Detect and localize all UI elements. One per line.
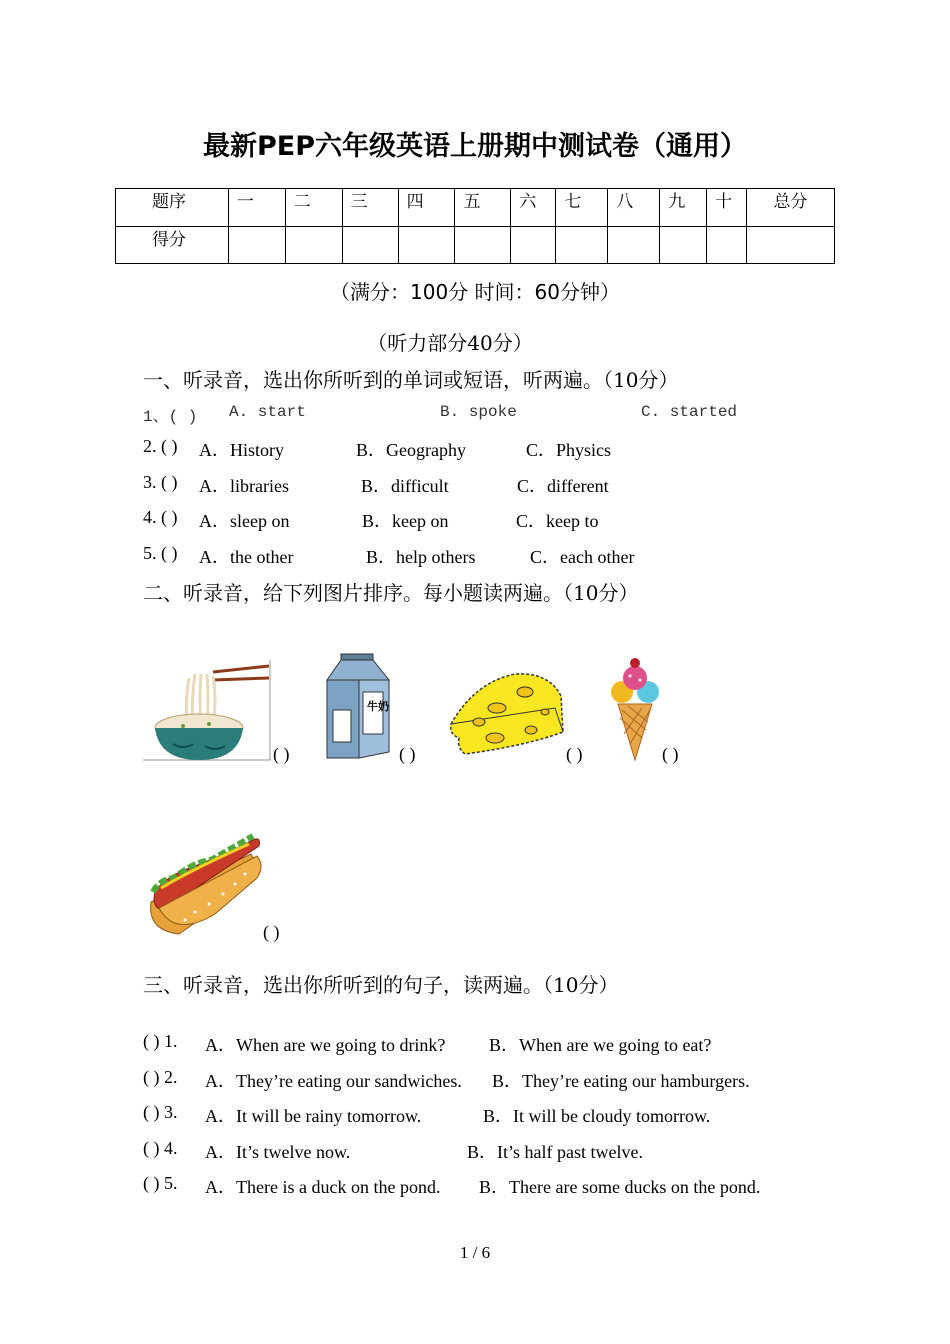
page-number: 1 / 6 [459, 1243, 491, 1262]
option-a[interactable]: A．History [199, 440, 284, 460]
exam-info: （满分：100分 时间：60分钟） [330, 280, 620, 304]
score-input-cell[interactable] [608, 226, 660, 264]
option-b[interactable]: B．Geography [356, 440, 466, 460]
question-number: ( ) 1. [143, 1031, 178, 1051]
page-title: 最新PEP六年级英语上册期中测试卷（通用） [202, 131, 748, 162]
table-cell: 六 [511, 189, 556, 227]
table-cell: 五 [455, 189, 511, 227]
option-a[interactable]: A．They’re eating our sandwiches. [205, 1071, 462, 1091]
table-cell: 三 [342, 189, 398, 227]
answer-blank[interactable]: ( ) [566, 744, 583, 764]
option-b[interactable]: B．It’s half past twelve. [467, 1142, 643, 1162]
ice-cream-icon [608, 654, 662, 762]
option-a[interactable]: A．sleep on [199, 511, 290, 531]
option-b[interactable]: B．It will be cloudy tomorrow. [483, 1106, 711, 1126]
score-input-cell[interactable] [285, 226, 342, 264]
question-number: 3. ( ) [143, 472, 178, 492]
score-input-cell[interactable] [747, 226, 835, 264]
option-c[interactable]: C．Physics [526, 440, 612, 460]
score-input-cell[interactable] [556, 226, 608, 264]
option-a[interactable]: A．libraries [199, 476, 289, 496]
option-b[interactable]: B．difficult [361, 476, 449, 496]
table-cell: 题序 [116, 189, 229, 227]
section1-heading: 一、听录音，选出你所听到的单词或短语，听两遍。（10分） [143, 368, 679, 392]
option-b[interactable]: B．keep on [362, 511, 449, 531]
question-number: 5. ( ) [143, 543, 178, 563]
score-input-cell[interactable] [707, 226, 747, 264]
table-cell: 十 [707, 189, 747, 227]
cheese-icon [445, 668, 567, 760]
option-c[interactable]: C．keep to [516, 511, 599, 531]
milk-carton-icon [323, 650, 393, 760]
table-cell: 得分 [116, 226, 229, 264]
option-b[interactable]: B．help others [366, 547, 476, 567]
listening-header: （听力部分40分） [367, 331, 533, 355]
question-number: 2. ( ) [143, 436, 178, 456]
hotdog-icon [145, 832, 265, 938]
answer-blank[interactable]: ( ) [263, 922, 280, 942]
table-cell: 四 [398, 189, 455, 227]
table-cell: 一 [228, 189, 285, 227]
option-b[interactable]: B．There are some ducks on the pond. [479, 1177, 761, 1197]
option-a[interactable]: A．It will be rainy tomorrow. [205, 1106, 422, 1126]
table-cell: 总分 [747, 189, 835, 227]
score-input-cell[interactable] [455, 226, 511, 264]
option-b[interactable]: B．When are we going to eat? [489, 1035, 712, 1055]
section2-heading: 二、听录音，给下列图片排序。每小题读两遍。（10分） [143, 581, 639, 605]
question-number: ( ) 4. [143, 1138, 178, 1158]
section3-heading: 三、听录音，选出你所听到的句子，读两遍。（10分） [143, 973, 619, 997]
score-table [115, 188, 835, 264]
table-cell: 九 [660, 189, 707, 227]
option-a[interactable]: A．the other [199, 547, 294, 567]
score-input-cell[interactable] [511, 226, 556, 264]
table-cell: 二 [285, 189, 342, 227]
question-number: ( ) 5. [143, 1173, 178, 1193]
answer-blank[interactable]: ( ) [273, 744, 290, 764]
option-a[interactable]: A．There is a duck on the pond. [205, 1177, 441, 1197]
option-a[interactable]: A. start [229, 403, 306, 421]
option-c[interactable]: C. started [641, 403, 738, 421]
option-a[interactable]: A．It’s twelve now. [205, 1142, 351, 1162]
question-number: 4. ( ) [143, 507, 178, 527]
answer-blank[interactable]: ( ) [399, 744, 416, 764]
score-input-cell[interactable] [398, 226, 455, 264]
question-number: ( ) 2. [143, 1067, 178, 1087]
score-input-cell[interactable] [228, 226, 285, 264]
option-a[interactable]: A．When are we going to drink? [205, 1035, 446, 1055]
option-c[interactable]: C．each other [530, 547, 635, 567]
answer-blank[interactable]: ( ) [662, 744, 679, 764]
score-table-header-row [116, 189, 835, 227]
question-number: ( ) 3. [143, 1102, 178, 1122]
question-number: 1、( ) [143, 408, 198, 426]
noodles-bowl-icon [143, 660, 273, 762]
option-b[interactable]: B．They’re eating our hamburgers. [492, 1071, 750, 1091]
score-input-cell[interactable] [342, 226, 398, 264]
table-cell: 七 [556, 189, 608, 227]
carton-label: 牛奶 [367, 700, 389, 713]
score-table-score-row [116, 226, 835, 264]
score-input-cell[interactable] [660, 226, 707, 264]
option-c[interactable]: C．different [517, 476, 609, 496]
option-b[interactable]: B. spoke [440, 403, 517, 421]
table-cell: 八 [608, 189, 660, 227]
